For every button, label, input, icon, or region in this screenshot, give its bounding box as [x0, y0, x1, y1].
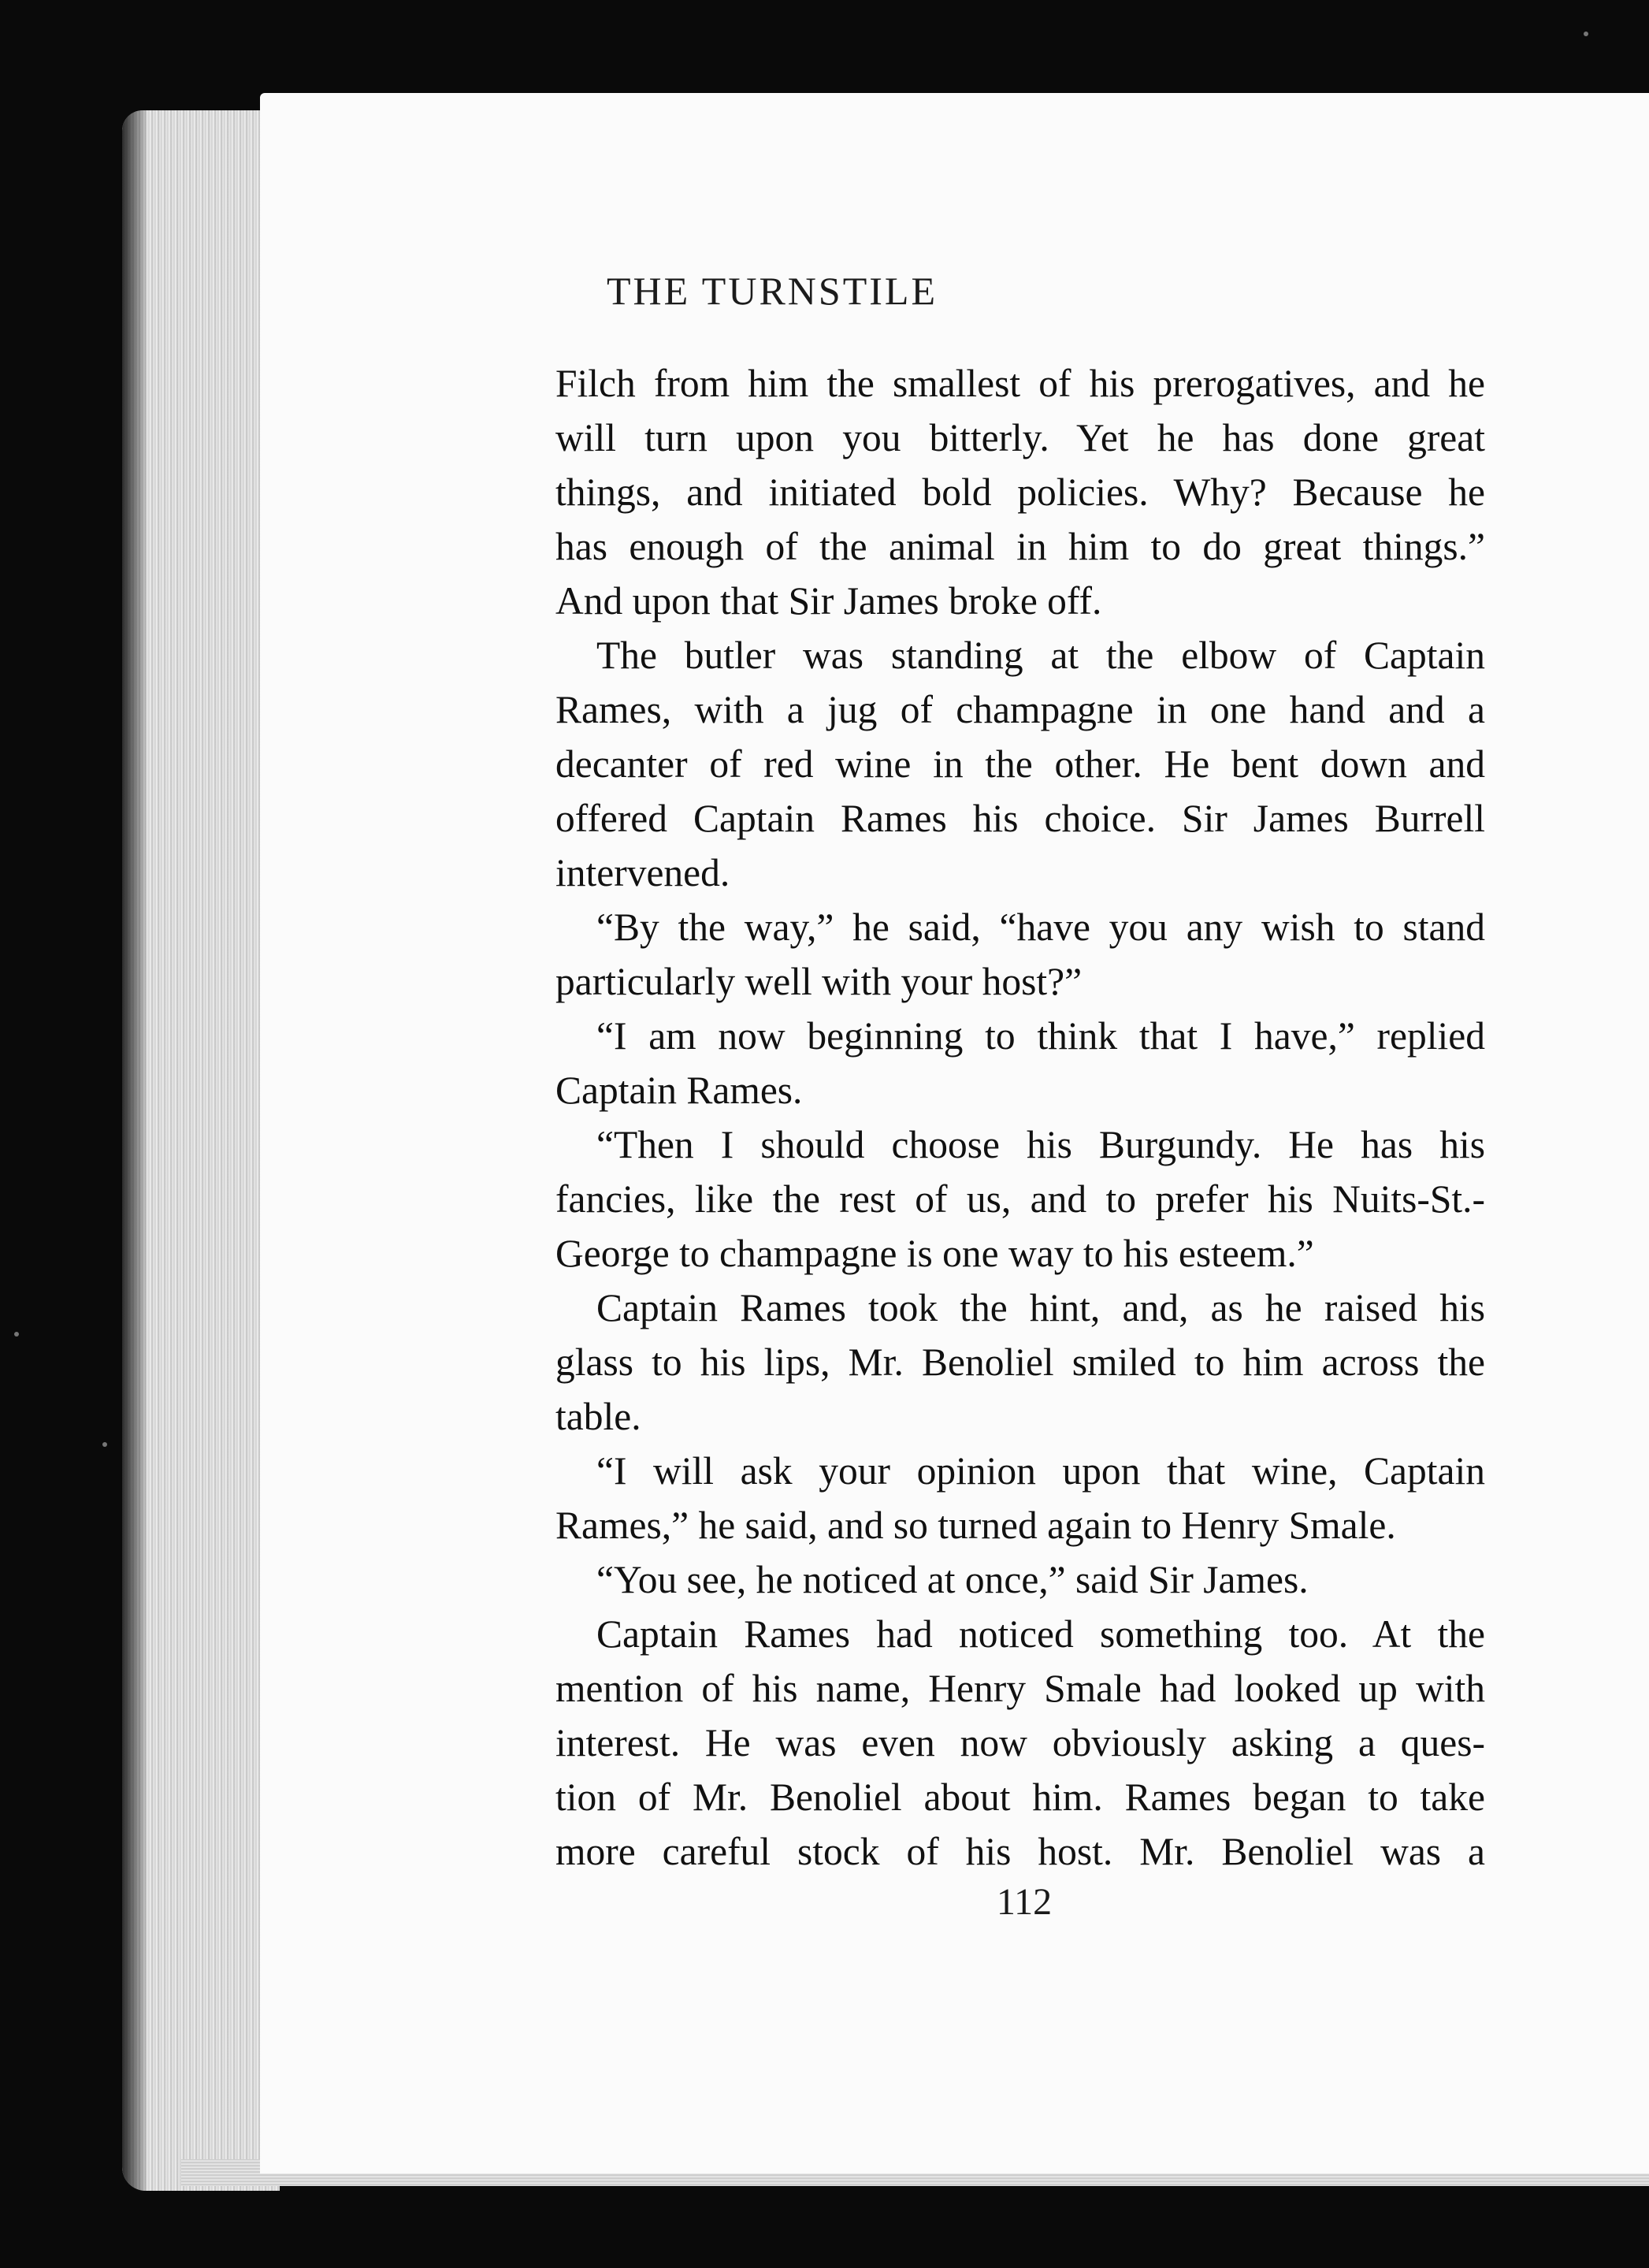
text-line: mention of his name, Henry Smale had looked up with — [555, 1667, 1485, 1710]
text-line: And upon that Sir James broke off. — [555, 579, 1102, 623]
text-line: interest. He was even now obviously asking a ques- — [555, 1721, 1485, 1764]
text-line: more careful stock of his host. Mr. Benoliel was a — [555, 1830, 1485, 1873]
text-line: “Then I should choose his Burgundy. He has his — [596, 1123, 1485, 1166]
body-text — [555, 356, 1485, 1879]
text-line: Filch from him the smallest of his prerogatives, and he — [555, 362, 1485, 405]
text-line: George to champagne is one way to his esteem.” — [555, 1232, 1314, 1275]
text-line: fancies, like the rest of us, and to prefer his Nuits-St.- — [555, 1177, 1485, 1221]
dust-speck — [102, 1442, 107, 1447]
text-line: The butler was standing at the elbow of Captain — [596, 634, 1485, 677]
text-line: Rames,” he said, and so turned again to Henry Smale. — [555, 1504, 1396, 1547]
running-head: THE TURNSTILE — [607, 269, 938, 313]
text-line: table. — [555, 1395, 641, 1438]
text-line: Captain Rames had noticed something too. At the — [596, 1612, 1485, 1656]
text-line: decanter of red wine in the other. He bent down and — [555, 742, 1485, 786]
text-line: particularly well with your host?” — [555, 960, 1083, 1003]
text-line: Captain Rames. — [555, 1069, 803, 1112]
dust-speck — [1584, 32, 1588, 36]
book-page-edges — [122, 110, 280, 2191]
dust-speck — [14, 1332, 19, 1337]
text-line: Rames, with a jug of champagne in one hand and a — [555, 688, 1485, 731]
text-line: intervened. — [555, 851, 730, 894]
text-line: has enough of the animal in him to do great things.” — [555, 525, 1485, 568]
text-line: “I am now beginning to think that I have,” replied — [596, 1014, 1485, 1058]
text-line: “You see, he noticed at once,” said Sir James. — [596, 1558, 1309, 1601]
page-number: 112 — [996, 1881, 1053, 1923]
text-line: things, and initiated bold policies. Why? Because he — [555, 470, 1485, 514]
text-line: Captain Rames took the hint, and, as he raised his — [596, 1286, 1485, 1329]
text-line: will turn upon you bitterly. Yet he has done great — [555, 416, 1485, 459]
text-line: “I will ask your opinion upon that wine, Captain — [596, 1449, 1485, 1493]
text-line: glass to his lips, Mr. Benoliel smiled to him across the — [555, 1340, 1485, 1384]
text-line: tion of Mr. Benoliel about him. Rames began to take — [555, 1775, 1485, 1819]
text-line: offered Captain Rames his choice. Sir James Burrell — [555, 797, 1485, 840]
text-line: “By the way,” he said, “have you any wish to stand — [596, 905, 1485, 949]
